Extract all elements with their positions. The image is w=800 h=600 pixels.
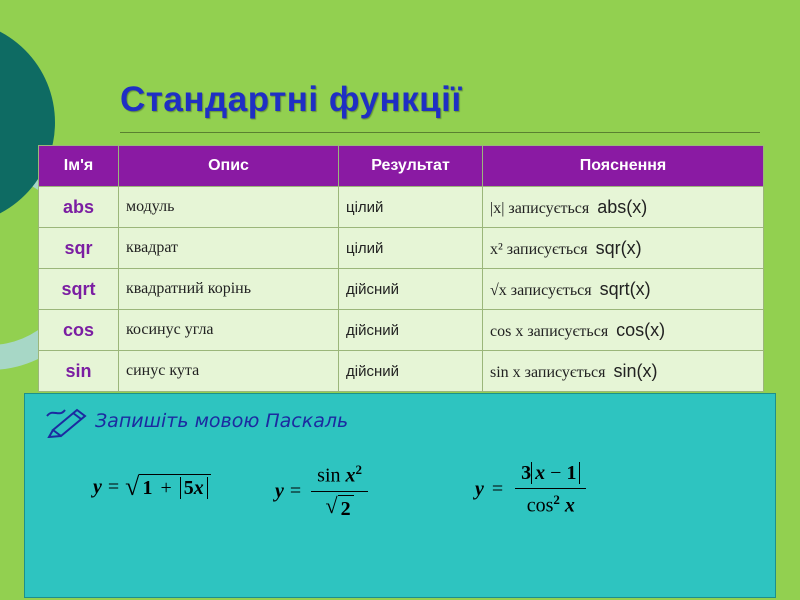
function-explanation	[483, 269, 764, 310]
formula-3-pow: 2	[553, 492, 560, 507]
function-description: косинус угла	[119, 310, 339, 351]
explanation-text: x² записується	[490, 240, 588, 258]
function-explanation	[483, 310, 764, 351]
explanation-text: sin x записується	[490, 363, 606, 381]
function-name: sin	[39, 351, 119, 392]
function-description: синус кута	[119, 351, 339, 392]
formula-2-numerator	[311, 462, 368, 492]
function-name: sqrt	[39, 269, 119, 310]
pascal-code: sin(x)	[613, 360, 658, 381]
table-row	[39, 228, 764, 269]
formula-2-fn: sin	[317, 464, 341, 487]
sqrt-symbol: √	[325, 492, 338, 518]
formula-2-var: x	[345, 464, 356, 487]
formula-2-fraction	[311, 462, 368, 521]
formula-2-den: 2	[338, 495, 354, 521]
formula-3-abs	[531, 462, 580, 484]
header-name: Ім'я	[39, 146, 119, 187]
formula-3-lhs: y	[475, 478, 484, 501]
formula-1-var: x	[193, 477, 204, 499]
formula-3-denominator	[527, 489, 575, 518]
formula-1-coef: 5	[183, 477, 194, 499]
explanation-text: √x записується	[490, 281, 592, 299]
table-row	[39, 351, 764, 392]
formula-2-pow: 2	[355, 462, 363, 477]
function-result-type: дійсний	[339, 310, 483, 351]
function-explanation	[483, 228, 764, 269]
table-row	[39, 310, 764, 351]
pascal-code: abs(x)	[597, 196, 648, 217]
explanation-text: |x| записується	[490, 199, 590, 217]
function-description: квадратний корінь	[119, 269, 339, 310]
task-text: Запишіть мовою Паскаль	[95, 410, 349, 432]
task-heading	[45, 404, 348, 438]
pascal-code: sqr(x)	[595, 237, 642, 258]
header-explanation: Пояснення	[483, 146, 764, 187]
header-description: Опис	[119, 146, 339, 187]
formula-1-lhs: y	[93, 475, 102, 498]
formula-3-dvar: x	[564, 494, 575, 517]
title-divider	[120, 132, 760, 133]
pencil-icon	[45, 404, 91, 438]
function-description: квадрат	[119, 228, 339, 269]
task-panel	[24, 393, 776, 598]
formula-2-sqrt	[325, 492, 354, 521]
page-title: Стандартні функції	[120, 80, 462, 119]
formula-2-eq: =	[289, 479, 302, 502]
formula-3-fn: cos	[526, 494, 554, 517]
function-result-type: цілий	[339, 228, 483, 269]
explanation-text: cos x записується	[490, 322, 609, 340]
formula-3-var: x	[535, 462, 546, 484]
function-result-type: дійсний	[339, 351, 483, 392]
formula-1-one: 1	[142, 477, 153, 499]
table-row	[39, 187, 764, 228]
formula-3	[475, 462, 590, 518]
function-result-type: дійсний	[339, 269, 483, 310]
pascal-code: cos(x)	[616, 319, 666, 340]
function-name: abs	[39, 187, 119, 228]
header-result: Результат	[339, 146, 483, 187]
function-explanation	[483, 187, 764, 228]
formula-1	[93, 474, 211, 500]
formula-3-minus: −	[550, 462, 562, 484]
formula-3-one: 1	[566, 462, 577, 484]
pascal-code: sqrt(x)	[599, 278, 651, 299]
function-result-type: цілий	[339, 187, 483, 228]
formula-2	[275, 462, 372, 521]
function-description: модуль	[119, 187, 339, 228]
formula-3-numerator	[515, 462, 586, 489]
function-name: cos	[39, 310, 119, 351]
formula-1-plus: +	[160, 477, 172, 499]
table-row	[39, 269, 764, 310]
sqrt-symbol: √	[125, 472, 140, 501]
formula-3-fraction	[515, 462, 586, 518]
formula-1-abs	[180, 477, 208, 499]
sqrt-content	[139, 474, 210, 500]
formula-3-coef: 3	[521, 462, 532, 484]
functions-table	[38, 145, 764, 392]
formula-1-sqrt	[125, 474, 211, 500]
table-header-row	[39, 146, 764, 187]
function-explanation	[483, 351, 764, 392]
formula-1-eq: =	[107, 475, 120, 498]
formula-2-lhs: y	[275, 479, 284, 502]
function-name: sqr	[39, 228, 119, 269]
formula-3-eq: =	[491, 478, 504, 501]
formula-2-denominator	[326, 492, 354, 521]
